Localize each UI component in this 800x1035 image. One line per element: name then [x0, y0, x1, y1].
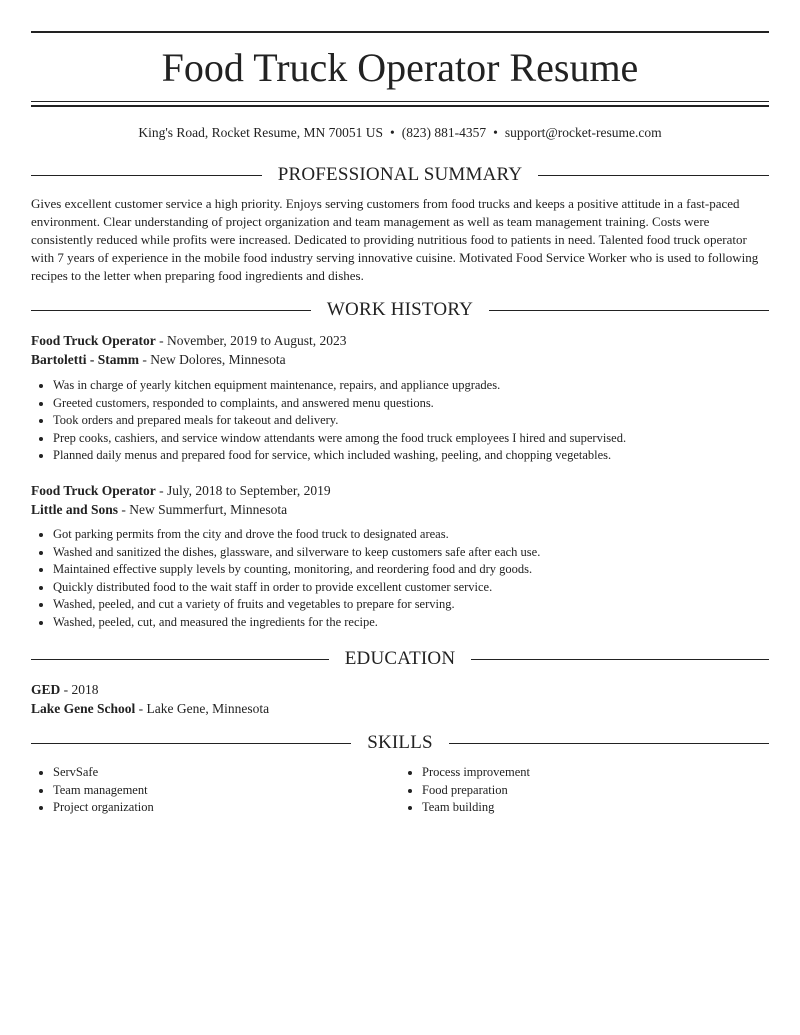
- school-location: - Lake Gene, Minnesota: [135, 701, 270, 716]
- skill-item: • Process improvement: [422, 764, 769, 782]
- list-item: • Took orders and prepared meals for takeout and delivery.: [53, 412, 769, 430]
- list-item: • Washed and sanitized the dishes, glassware, and silverware to keep customers safe after each use.: [53, 544, 769, 562]
- section-header-skills: [31, 731, 769, 755]
- job-entry: [31, 331, 769, 465]
- company-name: Bartoletti - Stamm: [31, 352, 139, 367]
- section-header-education: [31, 647, 769, 671]
- education-year: - 2018: [60, 682, 99, 697]
- divider: [471, 659, 769, 660]
- contact-phone: (823) 881-4357: [401, 125, 487, 140]
- section-title: EDUCATION: [344, 648, 456, 669]
- education-entry: [31, 680, 769, 718]
- separator: •: [493, 125, 498, 140]
- contact-address: King's Road, Rocket Resume, MN 70051 US: [138, 125, 384, 140]
- skill-item: • Project organization: [53, 799, 400, 817]
- top-rule: [31, 31, 769, 33]
- job-location: - New Dolores, Minnesota: [138, 352, 286, 367]
- skill-item: • Food preparation: [422, 782, 769, 800]
- section-header-work: [31, 298, 769, 322]
- skills-column-right: [400, 764, 769, 817]
- list-item: • Planned daily menus and prepared food for service, which included washing, peeling, and chopping vegetables.: [53, 447, 769, 465]
- divider: [31, 310, 311, 311]
- skill-item: • Team management: [53, 782, 400, 800]
- list-item: • Maintained effective supply levels by counting, monitoring, and reordering food and dry goods.: [53, 561, 769, 579]
- section-header-summary: [31, 163, 769, 187]
- list-item: • Washed, peeled, and cut a variety of fruits and vegetables to prepare for serving.: [53, 596, 769, 614]
- contact-email: support@rocket-resume.com: [504, 125, 662, 140]
- list-item: • Got parking permits from the city and drove the food truck to designated areas.: [53, 526, 769, 544]
- list-item: • Quickly distributed food to the wait staff in order to provide excellent customer service.: [53, 579, 769, 597]
- school-name: Lake Gene School: [31, 701, 136, 716]
- divider: [538, 175, 769, 176]
- divider: [489, 310, 769, 311]
- title-rule: [31, 105, 769, 107]
- section-title: PROFESSIONAL SUMMARY: [277, 164, 523, 185]
- section-title: WORK HISTORY: [326, 299, 474, 320]
- skill-item: • Team building: [422, 799, 769, 817]
- list-item: • Washed, peeled, cut, and measured the ingredients for the recipe.: [53, 614, 769, 632]
- degree: GED: [31, 682, 61, 697]
- job-title: Food Truck Operator: [31, 483, 156, 498]
- summary-text: Gives excellent customer service a high priority. Enjoys serving customers from food trucks and keeps a positive attitude in a fast-paced environment. Clear understanding of project organization and team management as well as team management training. Costs were consistently reduced while profits were increased. Dedicated to providing nutritious food to patients in need. Talented food truck operator with 7 years of experience in the mobile food industry serving innovative cuisine. Motivated Food Service Worker who is used to following recipes to the letter when preparing food ingredients and dishes.: [31, 196, 759, 283]
- divider: [31, 659, 329, 660]
- divider: [449, 743, 769, 744]
- job-bullets: [31, 377, 769, 465]
- skill-item: • ServSafe: [53, 764, 400, 782]
- title-rule: [31, 101, 769, 102]
- job-bullets: [31, 526, 769, 632]
- job-title: Food Truck Operator: [31, 333, 156, 348]
- job-location: - New Summerfurt, Minnesota: [118, 502, 288, 517]
- job-dates: - November, 2019 to August, 2023: [155, 333, 347, 348]
- company-name: Little and Sons: [31, 502, 119, 517]
- job-dates: - July, 2018 to September, 2019: [155, 483, 331, 498]
- divider: [31, 175, 262, 176]
- section-title: SKILLS: [367, 732, 433, 753]
- list-item: • Greeted customers, responded to complaints, and answered menu questions.: [53, 395, 769, 413]
- contact-line: [31, 124, 769, 142]
- skills-list: [31, 764, 769, 817]
- divider: [31, 743, 351, 744]
- separator: •: [390, 125, 395, 140]
- list-item: • Prep cooks, cashiers, and service window attendants were among the food truck employees I hired and supervised.: [53, 430, 769, 448]
- job-entry: [31, 481, 769, 632]
- resume-title: Food Truck Operator Resume: [161, 45, 639, 90]
- list-item: • Was in charge of yearly kitchen equipment maintenance, repairs, and appliance upgrades.: [53, 377, 769, 395]
- skills-column-left: [31, 764, 400, 817]
